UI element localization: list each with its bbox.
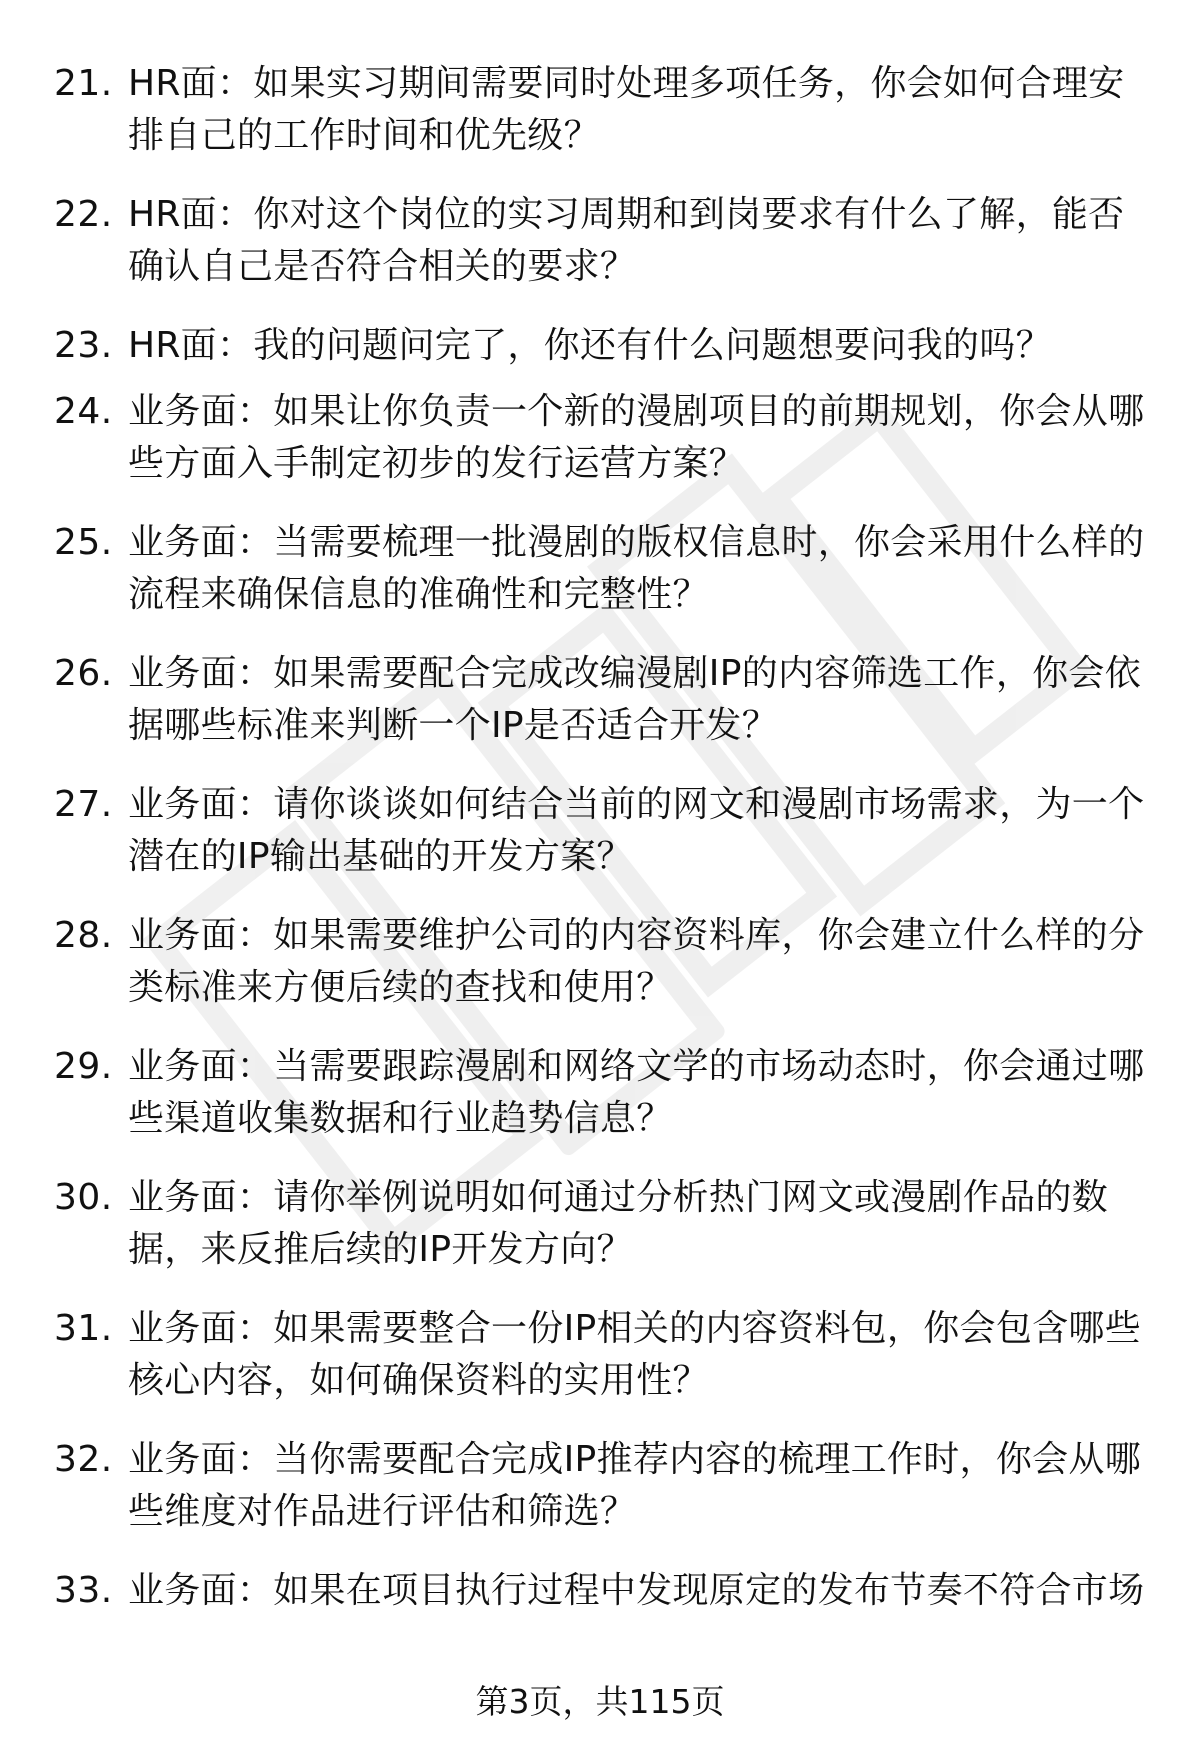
question-item bbox=[0, 189, 1200, 320]
question-item bbox=[0, 1434, 1200, 1565]
question-number: 24. bbox=[54, 391, 113, 432]
question-number: 22. bbox=[54, 194, 113, 235]
question-item bbox=[0, 1303, 1200, 1434]
question-text: 业务面：当你需要配合完成IP推荐内容的梳理工作时，你会从哪些维度对作品进行评估和筛选？ bbox=[128, 1439, 1142, 1532]
question-item bbox=[0, 1565, 1200, 1631]
question-text: 业务面：如果需要整合一份IP相关的内容资料包，你会包含哪些核心内容，如何确保资料的实用性？ bbox=[128, 1308, 1142, 1401]
question-text: 业务面：如果在项目执行过程中发现原定的发布节奏不符合市场 bbox=[128, 1570, 1145, 1611]
question-number: 29. bbox=[54, 1046, 113, 1087]
question-number: 31. bbox=[54, 1308, 113, 1349]
question-text: 业务面：请你举例说明如何通过分析热门网文或漫剧作品的数据，来反推后续的IP开发方向？ bbox=[128, 1177, 1109, 1270]
question-number: 32. bbox=[54, 1439, 113, 1480]
question-text: 业务面：当需要跟踪漫剧和网络文学的市场动态时，你会通过哪些渠道收集数据和行业趋势信息？ bbox=[128, 1046, 1145, 1139]
question-list bbox=[0, 58, 1200, 1631]
question-item bbox=[0, 1041, 1200, 1172]
question-number: 27. bbox=[54, 784, 113, 825]
question-item bbox=[0, 779, 1200, 910]
question-item bbox=[0, 517, 1200, 648]
question-text: 业务面：当需要梳理一批漫剧的版权信息时，你会采用什么样的流程来确保信息的准确性和完整性？ bbox=[128, 522, 1145, 615]
question-number: 26. bbox=[54, 653, 113, 694]
question-number: 21. bbox=[54, 63, 113, 104]
question-item bbox=[0, 648, 1200, 779]
question-item bbox=[0, 320, 1200, 386]
question-text: HR面：你对这个岗位的实习周期和到岗要求有什么了解，能否确认自己是否符合相关的要求？ bbox=[128, 194, 1125, 287]
question-text: HR面：我的问题问完了，你还有什么问题想要问我的吗？ bbox=[128, 325, 1052, 366]
question-number: 23. bbox=[54, 325, 113, 366]
question-text: 业务面：如果需要维护公司的内容资料库，你会建立什么样的分类标准来方便后续的查找和使用？ bbox=[128, 915, 1145, 1008]
question-item bbox=[0, 1172, 1200, 1303]
question-text: HR面：如果实习期间需要同时处理多项任务，你会如何合理安排自己的工作时间和优先级？ bbox=[128, 63, 1125, 156]
question-number: 33. bbox=[54, 1570, 113, 1611]
question-number: 25. bbox=[54, 522, 113, 563]
question-item bbox=[0, 910, 1200, 1041]
question-item bbox=[0, 58, 1200, 189]
question-number: 28. bbox=[54, 915, 113, 956]
question-number: 30. bbox=[54, 1177, 113, 1218]
question-text: 业务面：请你谈谈如何结合当前的网文和漫剧市场需求，为一个潜在的IP输出基础的开发方案？ bbox=[128, 784, 1145, 877]
question-text: 业务面：如果让你负责一个新的漫剧项目的前期规划，你会从哪些方面入手制定初步的发行运营方案？ bbox=[128, 391, 1145, 484]
page-footer: 第3页，共115页 bbox=[475, 1682, 725, 1721]
question-item bbox=[0, 386, 1200, 517]
question-text: 业务面：如果需要配合完成改编漫剧IP的内容筛选工作，你会依据哪些标准来判断一个IP是否适合开发？ bbox=[128, 653, 1142, 746]
